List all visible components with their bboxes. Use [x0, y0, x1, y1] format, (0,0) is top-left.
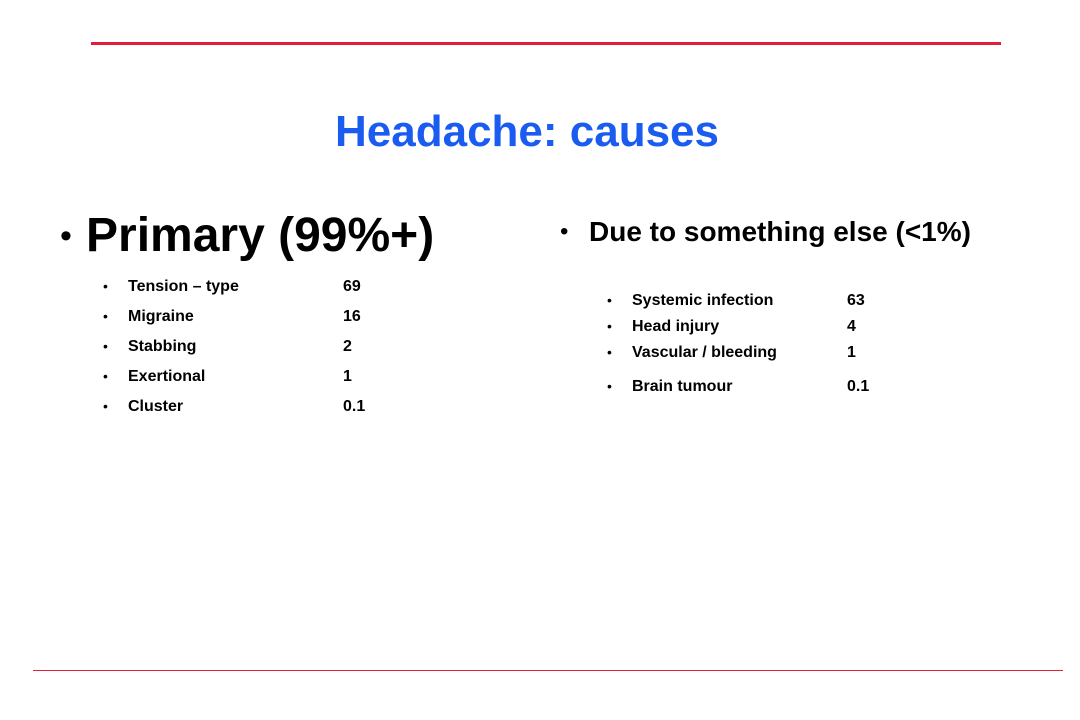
secondary-heading: [560, 216, 980, 248]
bullet-dot-icon: •: [607, 292, 612, 308]
list-item-label: Exertional: [128, 368, 206, 385]
list-item-value: 1: [343, 368, 352, 385]
bullet-dot-icon: •: [103, 308, 108, 324]
bullet-dot-icon: •: [103, 278, 108, 294]
list-item-value: 16: [343, 308, 361, 325]
list-item-value: 0.1: [343, 398, 366, 415]
slide-title: Headache: causes: [335, 107, 719, 156]
list-item-value: 63: [847, 292, 865, 309]
list-item-label: Cluster: [128, 398, 184, 415]
bottom-rule: [33, 670, 1063, 671]
list-item-label: Brain tumour: [632, 378, 733, 395]
list-item-label: Tension – type: [128, 278, 239, 295]
bullet-dot-icon: •: [103, 368, 108, 384]
list-item-label: Vascular / bleeding: [632, 344, 777, 361]
list-item-label: Systemic infection: [632, 292, 774, 309]
primary-heading-text: Primary (99%+): [86, 209, 435, 262]
list-item-value: 1: [847, 344, 856, 361]
bullet-dot-icon: •: [103, 338, 108, 354]
list-item-value: 4: [847, 318, 856, 335]
top-rule: [91, 42, 1001, 45]
list-item-value: 0.1: [847, 378, 870, 395]
list-item-value: 2: [343, 338, 352, 355]
bullet-dot-icon: •: [607, 344, 612, 360]
bullet-dot-icon: •: [103, 398, 108, 414]
bullet-dot-icon: •: [607, 318, 612, 334]
primary-heading: [60, 206, 434, 266]
secondary-heading-text: Due to something else (<1%): [589, 216, 971, 247]
list-item-label: Stabbing: [128, 338, 197, 355]
bullet-dot-icon: •: [607, 378, 612, 394]
bullet-dot-icon: •: [560, 218, 569, 245]
bullet-dot-icon: •: [60, 217, 72, 255]
list-item-label: Head injury: [632, 318, 720, 335]
list-item-label: Migraine: [128, 308, 194, 325]
list-item-value: 69: [343, 278, 361, 295]
